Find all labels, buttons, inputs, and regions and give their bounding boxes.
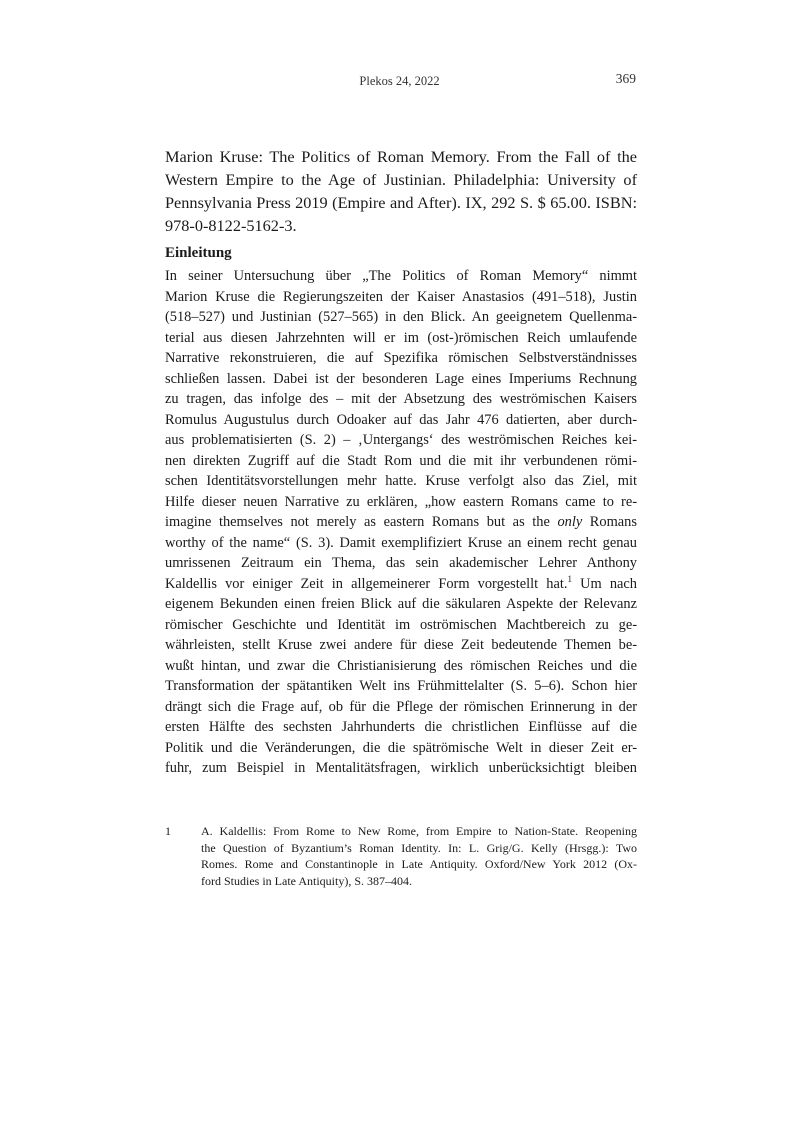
review-title [165, 145, 637, 237]
body-line-text: imagine themselves not merely as eastern Romans but as the [165, 514, 558, 530]
body-line: umrissenen Zeitraum ein Thema, das sein akademischer Lehrer Anthony [165, 555, 637, 571]
body-line: ersten Hälfte des sechsten Jahrhunderts die christlichen Einflüsse auf die [165, 719, 637, 735]
body-line: In seiner Untersuchung über „The Politics of Roman Memory“ nimmt [165, 268, 637, 284]
footnote-line: A. Kaldellis: From Rome to New Rome, from Empire to Nation-State. Reopening [201, 824, 637, 838]
review-title-line: Marion Kruse: The Politics of Roman Memory. From the Fall of the [165, 147, 637, 166]
body-line: währleisten, stellt Kruse zwei andere für diese Zeit bedeutende Themen be- [165, 637, 637, 653]
body-line: nen direkten Zugriff auf die Stadt Rom und die mit ihr verbundenen römi- [165, 452, 637, 469]
footnote-reference[interactable]: 1 [567, 573, 572, 584]
footnote-text [201, 823, 637, 889]
body-line: terial aus diesen Jahrzehnten will er im (ost-)römischen Reich umlaufende [165, 329, 637, 346]
body-line: fuhr, zum Beispiel in Mentalitätsfragen, wirklich unberücksichtigt bleiben [165, 760, 637, 776]
body-line-mixed [165, 574, 637, 595]
body-line: Narrative rekonstruieren, die auf Spezifika römischen Selbstverständnisses [165, 350, 637, 366]
body-line: schließen lassen. Dabei ist der besonderen Lage eines Imperiums Rechnung [165, 370, 637, 387]
body-line: zu tragen, das infolge des – mit der Absetzung des weströmischen Kaisers [165, 391, 637, 407]
body-line: Politik und die Veränderungen, die die spätrömische Welt in dieser Zeit er- [165, 739, 637, 756]
body-line-mixed [165, 512, 637, 533]
footnote-number: 1 [165, 824, 171, 838]
page-number: 369 [615, 71, 636, 86]
body-line: (518–527) und Justinian (527–565) in den Blick. An geeignetem Quellenma- [165, 309, 637, 325]
body-line-text: Kaldellis vor einiger Zeit in allgemeinerer Form vorgestellt hat. [165, 575, 568, 592]
body-line: wußt hintan, und zwar die Christianisierung des römischen Reiches und die [165, 657, 637, 674]
body-line: Romulus Augustulus durch Odoaker auf das Jahr 476 datierten, aber durch- [165, 411, 637, 428]
body-line: Hilfe dieser neuen Narrative zu erklären, „how eastern Romans came to re- [165, 493, 637, 510]
footnote-line: the Question of Byzantium’s Roman Identity. In: L. Grig/G. Kelly (Hrsgg.): Two [201, 840, 637, 855]
body-line: römischer Geschichte und Identität im oströmischen Machtbereich zu ge- [165, 616, 637, 633]
body-text [165, 266, 637, 779]
emphasis-only: only [557, 514, 583, 530]
body-line-text: Romans [582, 514, 637, 530]
review-title-line: Pennsylvania Press 2019 (Empire and After). IX, 292 S. $ 65.00. ISBN: [165, 193, 637, 212]
footnote-line: Romes. Rome and Constantinople in Late Antiquity. Oxford/New York 2012 (Ox- [201, 857, 637, 871]
review-title-line: 978-0-8122-5162-3. [165, 216, 297, 235]
body-line: Marion Kruse die Regierungszeiten der Kaiser Anastasios (491–518), Justin [165, 288, 637, 305]
review-title-line: Western Empire to the Age of Justinian. Philadelphia: University of [165, 170, 637, 189]
body-line: worthy of the name“ (S. 3). Damit exemplifiziert Kruse an einem recht genau [165, 534, 637, 551]
body-line-text: Um nach [571, 575, 637, 592]
footnote-line: ford Studies in Late Antiquity), S. 387–404. [201, 873, 412, 888]
body-line: Transformation der spätantiken Welt ins Frühmittelalter (S. 5–6). Schon hier [165, 678, 637, 694]
body-line: eigenem Bekunden einen freien Blick auf die säkularen Aspekte der Relevanz [165, 596, 637, 612]
body-line: schen Identitätsvorstellungen mehr hatte. Kruse verfolgt also das Ziel, mit [165, 473, 637, 489]
section-heading: Einleitung [165, 245, 232, 261]
body-line: drängt sich die Frage auf, ob für die Pflege der römischen Erinnerung in der [165, 698, 637, 715]
running-head: Plekos 24, 2022 [359, 74, 440, 88]
body-line: aus problematisierten (S. 2) – ‚Untergangs‘ des weströmischen Reiches kei- [165, 432, 637, 448]
